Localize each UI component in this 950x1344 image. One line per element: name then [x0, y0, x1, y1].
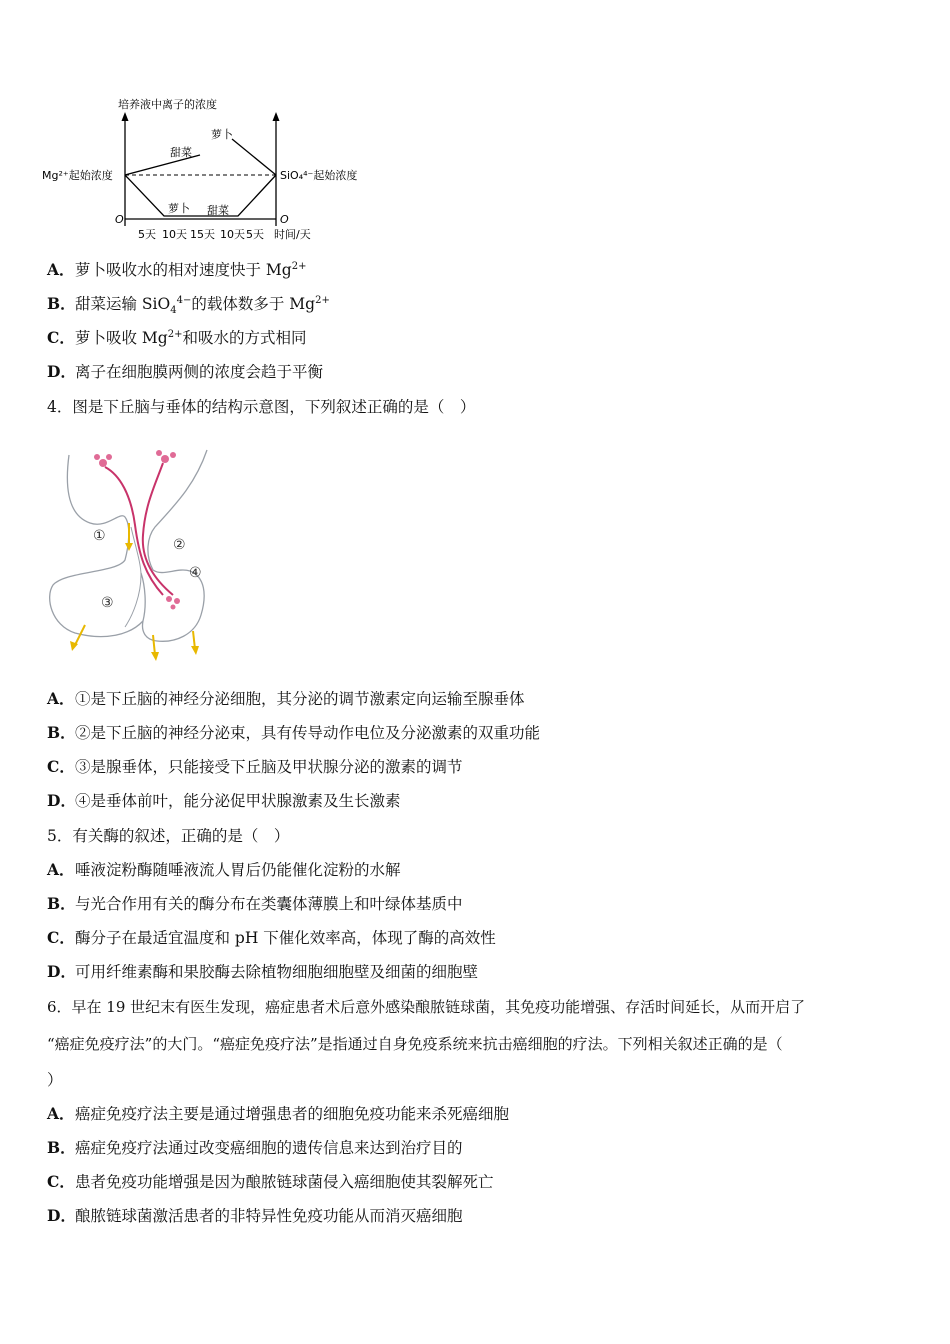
- hypothalamus-pituitary-diagram: [45, 445, 215, 670]
- origin-right: O: [280, 213, 289, 226]
- hormone-arrowhead-3: [151, 652, 159, 661]
- diagram-label-2: ②: [173, 537, 186, 553]
- q6-option-b[interactable]: B．癌症免疫疗法通过改变癌细胞的遗传信息来达到治疗目的: [47, 1138, 463, 1157]
- right-baseline-label: SiO₄⁴⁻起始浓度: [280, 169, 358, 182]
- hormone-arrowhead-1: [125, 543, 133, 551]
- x-tick: 10天: [162, 228, 187, 241]
- origin-left: O: [115, 213, 124, 226]
- q4-option-b[interactable]: B．②是下丘脑的神经分泌束，具有传导动作电位及分泌激素的双重功能: [47, 723, 541, 742]
- hormone-arrowhead-4: [191, 646, 199, 655]
- neuron-fiber-2: [143, 463, 173, 595]
- q6-stem-line-3: ）: [47, 1071, 63, 1089]
- diagram-label-3: ③: [101, 595, 114, 611]
- q5-stem: 5．有关酶的叙述，正确的是（ ）: [47, 827, 290, 845]
- line-beet-si: [232, 139, 276, 175]
- q5-option-b[interactable]: B．与光合作用有关的酶分布在类囊体薄膜上和叶绿体基质中: [47, 894, 463, 913]
- ion-concentration-chart: [40, 92, 380, 247]
- x-tick: 5天: [246, 228, 264, 241]
- x-axis-label: 时间/天: [274, 228, 311, 241]
- x-tick: 5天: [138, 228, 156, 241]
- q5-option-d[interactable]: D．可用纤维素酶和果胶酶去除植物细胞细胞壁及细菌的细胞壁: [47, 962, 479, 981]
- label-radish-si: 萝卜: [168, 202, 190, 215]
- q4-stem: 4．图是下丘脑与垂体的结构示意图，下列叙述正确的是（ ）: [47, 398, 476, 416]
- q3-option-d[interactable]: D．离子在细胞膜两侧的浓度会趋于平衡: [47, 362, 324, 381]
- q3-option-a[interactable]: A．萝卜吸收水的相对速度快于 $Mg^{2+}$: [47, 260, 307, 279]
- q4-option-d[interactable]: D．④是垂体前叶，能分泌促甲状腺激素及生长激素: [47, 791, 401, 810]
- diagram-label-1: ①: [93, 528, 106, 544]
- line-beet-si-left: [200, 139, 232, 155]
- neuron-body-1: [99, 459, 107, 467]
- q6-stem-line-1: 6．早在 19 世纪末有医生发现，癌症患者术后意外感染酿脓链球菌，其免疫功能增强、存活时间延长，从而开启了: [47, 998, 806, 1016]
- chart-ylabel: 培养液中离子的浓度: [118, 98, 217, 111]
- neuron-body-5: [156, 450, 162, 456]
- neuron-terminal-2: [174, 598, 180, 604]
- neuron-body-3: [106, 454, 112, 460]
- q6-option-c[interactable]: C．患者免疫功能增强是因为酿脓链球菌侵入癌细胞使其裂解死亡: [47, 1172, 494, 1191]
- q3-option-c[interactable]: C．萝卜吸收 $Mg^{2+}$和吸水的方式相同: [47, 328, 307, 347]
- neuron-body-2: [94, 454, 100, 460]
- diagram-label-4: ④: [189, 565, 202, 581]
- q6-stem-line-2: “癌症免疫疗法”的大门。“癌症免疫疗法”是指通过自身免疫系统来抗击癌细胞的疗法。下列相关叙述正确的是（: [47, 1035, 783, 1053]
- label-beet-mg: 甜菜: [170, 146, 192, 159]
- x-tick: 10天: [220, 228, 245, 241]
- q5-option-c[interactable]: C．酶分子在最适宜温度和 pH 下催化效率高，体现了酶的高效性: [47, 928, 496, 947]
- neuron-body-4: [161, 455, 169, 463]
- neuron-terminal-3: [171, 605, 176, 610]
- x-tick: 15天: [190, 228, 215, 241]
- neuron-terminal-1: [166, 596, 172, 602]
- right-axis-arrow: [273, 112, 280, 121]
- q6-option-d[interactable]: D．酿脓链球菌激活患者的非特异性免疫功能从而消灭癌细胞: [47, 1206, 463, 1225]
- q4-option-a[interactable]: A．①是下丘脑的神经分泌细胞，其分泌的调节激素定向运输至腺垂体: [47, 689, 525, 708]
- neuron-body-6: [170, 452, 176, 458]
- left-axis-arrow: [122, 112, 129, 121]
- q4-option-c[interactable]: C．③是腺垂体，只能接受下丘脑及甲状腺分泌的激素的调节: [47, 757, 463, 776]
- label-beet-si: 甜菜: [207, 204, 229, 217]
- q5-option-a[interactable]: A．唾液淀粉酶随唾液流人胃后仍能催化淀粉的水解: [47, 860, 401, 879]
- left-baseline-label: Mg²⁺起始浓度: [42, 169, 113, 182]
- q3-option-b[interactable]: B．甜菜运输 SiO$_4^{4-}$的载体数多于 $Mg^{2+}$: [47, 294, 330, 317]
- label-radish-mg: 萝卜: [211, 128, 233, 141]
- q6-option-a[interactable]: A．癌症免疫疗法主要是通过增强患者的细胞免疫功能来杀死癌细胞: [47, 1104, 510, 1123]
